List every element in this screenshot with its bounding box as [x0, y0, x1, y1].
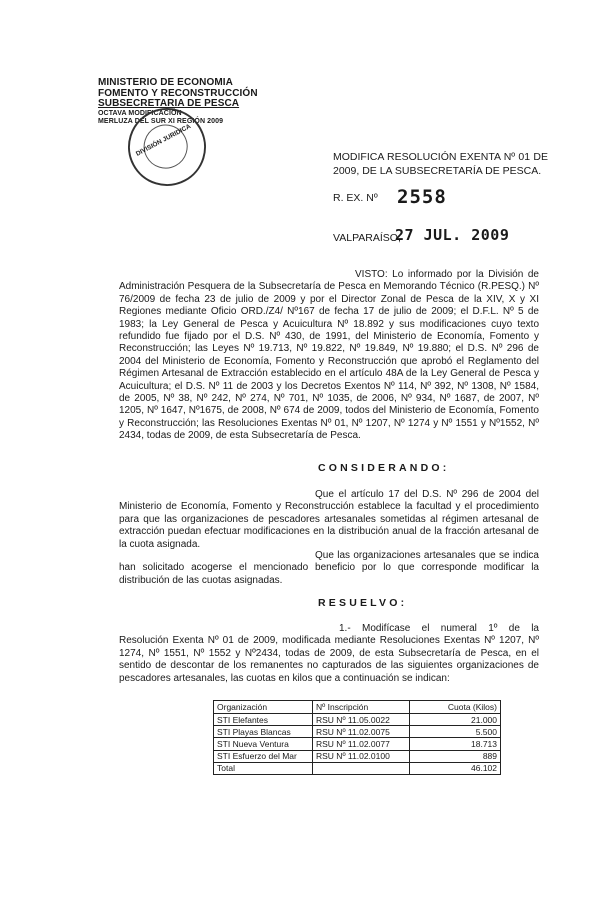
cell-organizacion: STI Elefantes: [214, 714, 313, 726]
considerando-heading: CONSIDERANDO:: [318, 462, 450, 474]
total-empty-cell: [313, 762, 410, 774]
table-row: [214, 750, 501, 762]
table-row: [214, 714, 501, 726]
cell-inscripcion: RSU Nº 11.05.0022: [313, 714, 410, 726]
table-row: [214, 726, 501, 738]
cell-organizacion: STI Playas Blancas: [214, 726, 313, 738]
table-header-row: [214, 701, 501, 714]
cell-inscripcion: RSU Nº 11.02.0077: [313, 738, 410, 750]
visto-paragraph: VISTO: Lo informado por la División de Administración Pesquera de la Subsecretaría de Pesca en Memorando Técnico (R.PESQ.) Nº 76/2009 de fecha 23 de julio de 2009 y por el Director Zonal de Pesca de la XIV, X y XI Regiones mediante Oficio ORD./Z4/ Nº167 de fecha 17 de julio de 2009; el D.F.L. Nº 5 de 1983; la Ley General de Pesca y Acuicultura Nº 18.892 y sus modificaciones cuyo texto refundido fue fijado por el D.S. Nº 430, de 1991, del Ministerio de Economía, Fomento y Reconstrucción; las Leyes Nº 19.713, Nº 19.822, Nº 19.849, Nº 19.880; el D.S. Nº 296 de 2004 del Ministerio de Economía, Fomento y Reconstrucción que aprobó el Reglamento del Régimen Artesanal de Extracción establecido en el artículo 48A de la Ley General de Pesca y Acuicultura; el D.S. Nº 11 de 2003 y los Decretos Exentos Nº 114, Nº 392, Nº 1308, Nº 1584, de 2005, Nº 38, Nº 242, Nº 274, Nº 701, Nº 1035, de 2006, Nº 934, Nº 1687, de 2007, Nº 1205, Nº 1647, Nº1675, de 2008, Nº 674 de 2009, todos del Ministerio de Economía, Fomento y Reconstrucción; las Resoluciones Exentas Nº 01, Nº 1207, Nº 1274 y Nº 1551 y Nº1552, Nº 2434, todas de 2009, de esta Subsecretaría de Pesca.: [119, 269, 539, 442]
small-line-2: MERLUZA DEL SUR XI REGIÓN 2009: [98, 117, 224, 125]
considerando-paragraph-2: Que las organizaciones artesanales que se indica han solicitado acogerse el mencionado beneficio por lo que corresponde modificar la distribución de las cuotas asignadas.: [119, 550, 539, 586]
cell-inscripcion: RSU Nº 11.02.0075: [313, 726, 410, 738]
cell-cuota: 889: [410, 750, 501, 762]
total-value: 46.102: [410, 762, 501, 774]
header-inscripcion: Nº Inscripción: [313, 701, 410, 714]
ministry-line-1: MINISTERIO DE ECONOMIA: [98, 77, 233, 88]
header-cuota: Cuota (Kilos): [410, 701, 501, 714]
subsecretaria-line: SUBSECRETARIA DE PESCA: [98, 98, 240, 109]
document-subject: MODIFICA RESOLUCIÓN EXENTA Nº 01 DE 2009, DE LA SUBSECRETARÍA DE PESCA.: [333, 151, 548, 177]
resuelvo-paragraph-1: 1.- Modifícase el numeral 1º de la Resolución Exenta Nº 01 de 2009, modificada mediante Resoluciones Exentas Nº 1207, Nº 1274, Nº 1551, Nº 1552 y Nº2434, todas de 2009, de esta Subsecretaría de Pesca, en el sentido de descontar de los remanentes no capturados de las siguientes organizaciones de pescadores artesanales, las cuotas en kilos que a continuación se indican:: [119, 623, 539, 684]
cell-organizacion: STI Esfuerzo del Mar: [214, 750, 313, 762]
quota-table: [213, 700, 501, 775]
resuelvo-heading: RESUELVO:: [318, 597, 408, 609]
cell-organizacion: STI Nueva Ventura: [214, 738, 313, 750]
table-total-row: [214, 762, 501, 774]
resolution-number: 2558: [397, 186, 447, 208]
considerando-paragraph-1: Que el artículo 17 del D.S. Nº 296 de 2004 del Ministerio de Economía, Fomento y Reconstrucción establece la facultad y el procedimiento para que las organizaciones de pescadores artesanales sometidas al régimen artesanal de extracción puedan efectuar modificaciones en la distribución anual de la fracción artesanal de la cuota asignada.: [119, 489, 539, 550]
cell-cuota: 5.500: [410, 726, 501, 738]
small-line-1: OCTAVA MODIFICACIÓN: [98, 109, 182, 117]
total-label: Total: [214, 762, 313, 774]
header-organizacion: Organización: [214, 701, 313, 714]
resolution-place: VALPARAÍSO,: [333, 232, 401, 244]
table-row: [214, 738, 501, 750]
resolution-label: R. EX. Nº: [333, 192, 378, 204]
cell-cuota: 21.000: [410, 714, 501, 726]
resolution-date-stamp: 27 JUL. 2009: [395, 226, 510, 244]
cell-inscripcion: RSU Nº 11.02.0100: [313, 750, 410, 762]
ministry-line-2: FOMENTO Y RECONSTRUCCIÓN: [98, 87, 258, 99]
stamp-text: DIVISIÓN JURIDICA: [134, 122, 193, 158]
cell-cuota: 18.713: [410, 738, 501, 750]
